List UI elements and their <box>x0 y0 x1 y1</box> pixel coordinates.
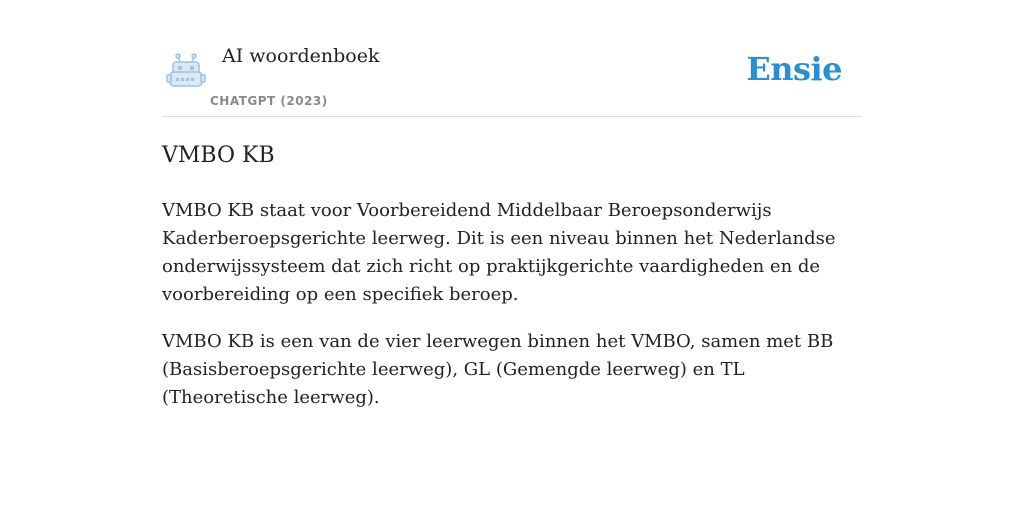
robot-icon <box>166 52 206 90</box>
ensie-logo-link[interactable]: Ensie <box>746 50 842 88</box>
entry-term: VMBO KB <box>162 143 275 168</box>
dictionary-title[interactable]: AI woordenboek <box>222 45 380 67</box>
page-container <box>162 0 862 412</box>
definition-paragraph: VMBO KB is een van de vier leerwegen binnen het VMBO, samen met BB (Basisberoepsgerichte leerweg), GL (Gemengde leerweg) en TL (Theoretische leerweg). <box>162 331 834 408</box>
source-label: CHATGPT (2023) <box>210 94 328 108</box>
page-header <box>162 0 862 117</box>
definition-paragraph: VMBO KB staat voor Voorbereidend Middelbaar Beroepsonderwijs Kaderberoepsgerichte leerweg. Dit is een niveau binnen het Nederlandse onderwijssysteem dat zich richt op praktijkgerichte vaardigheden en de voorbereiding op een specifiek beroep. <box>162 200 836 305</box>
